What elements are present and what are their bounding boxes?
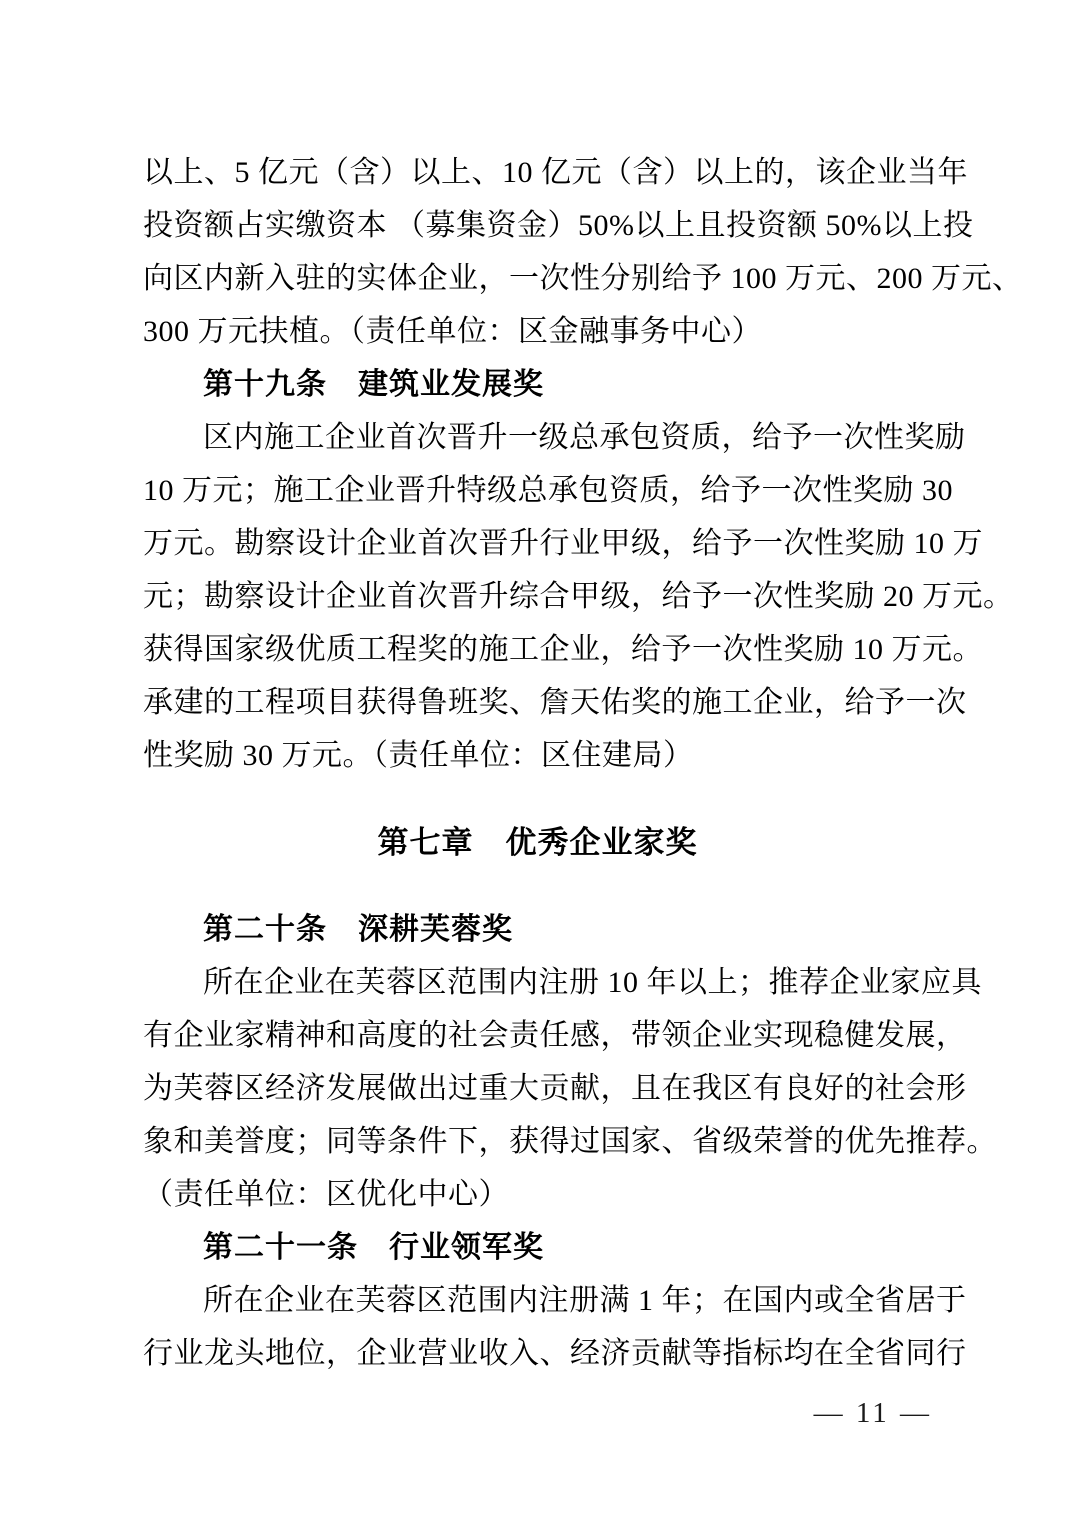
text-line: 投资额占实缴资本 （募集资金）50%以上且投资额 50%以上投 [143, 209, 974, 242]
text-line: 区内施工企业首次晋升一级总承包资质，给予一次性奖励 [203, 421, 966, 454]
text-line: 所在企业在芙蓉区范围内注册满 1 年；在国内或全省居于 [203, 1284, 967, 1317]
text-line: 有企业家精神和高度的社会责任感，带领企业实现稳健发展， [143, 1019, 967, 1052]
text-line: 10 万元；施工企业晋升特级总承包资质，给予一次性奖励 30 [143, 474, 953, 507]
text-line: 所在企业在芙蓉区范围内注册 10 年以上；推荐企业家应具 [203, 966, 982, 999]
text-line: 300 万元扶植。（责任单位：区金融事务中心） [143, 315, 762, 348]
text-line: 性奖励 30 万元。（责任单位：区住建局） [143, 739, 694, 772]
paragraph [143, 1274, 967, 1380]
chapter-heading: 第七章 优秀企业家奖 [377, 825, 698, 860]
paragraph [143, 411, 1014, 782]
text-line: 为芙蓉区经济发展做出过重大贡献，且在我区有良好的社会形 [143, 1072, 967, 1105]
text-line: 向区内新入驻的实体企业，一次性分别给予 100 万元、200 万元、 [143, 262, 1023, 295]
page-number: — 11 — [813, 1397, 932, 1429]
paragraph [143, 146, 1023, 358]
text-line: 行业龙头地位，企业营业收入、经济贡献等指标均在全省同行 [143, 1337, 967, 1370]
text-line: （责任单位：区优化中心） [143, 1178, 509, 1211]
paragraph [143, 956, 997, 1221]
section-heading: 第二十一条 行业领军奖 [203, 1231, 544, 1264]
section-heading: 第十九条 建筑业发展奖 [203, 368, 544, 401]
text-line: 获得国家级优质工程奖的施工企业，给予一次性奖励 10 万元。 [143, 633, 983, 666]
document-content [143, 146, 1023, 1380]
text-line: 万元。勘察设计企业首次晋升行业甲级，给予一次性奖励 10 万 [143, 527, 983, 560]
section-heading: 第二十条 深耕芙蓉奖 [203, 913, 513, 946]
text-line: 元；勘察设计企业首次晋升综合甲级，给予一次性奖励 20 万元。 [143, 580, 1014, 613]
text-line: 以上、5 亿元（含）以上、10 亿元（含）以上的，该企业当年 [143, 156, 968, 189]
text-line: 承建的工程项目获得鲁班奖、詹天佑奖的施工企业，给予一次 [143, 686, 967, 719]
text-line: 象和美誉度；同等条件下，获得过国家、省级荣誉的优先推荐。 [143, 1125, 997, 1158]
